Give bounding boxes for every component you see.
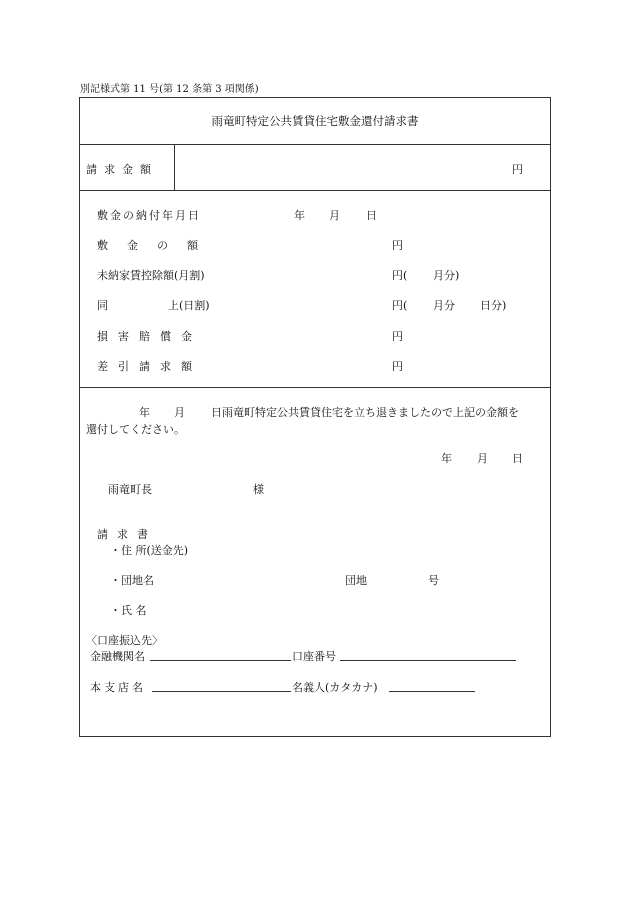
addressee: 雨竜町長 [108,483,152,496]
bank-heading: 〈口座振込先〉 [86,634,163,647]
deposit-amount-label: 敷金の額 [97,239,217,252]
bank-holder-line[interactable] [389,691,475,692]
bank-account-number-label: 口座番号 [292,650,336,663]
deposit-amount-unit: 円 [392,239,403,252]
claim-amount-label: 請求金額 [86,163,158,176]
deposit-date-year: 年 [294,209,305,222]
claimant-heading: 請求書 [97,528,157,541]
claimant-complex-label: ・団地名 [110,574,154,587]
claimant-address-label: ・住 所(送金先) [110,544,189,557]
statement-text-line1: 日雨竜町特定公共賃貸住宅を立ち退きましたので上記の金額を [211,406,519,419]
form-title: 雨竜町特定公共賃貸住宅敷金還付請求書 [211,114,419,128]
unpaid-monthly-unit: 円( [392,269,408,282]
bank-branch-label: 本支店名 [90,681,146,694]
bank-branch-line[interactable] [152,691,291,692]
statement-month: 月 [174,406,185,419]
addressee-honorific: 様 [253,483,264,496]
deposit-date-label: 敷金の納付年月日 [97,209,201,222]
unpaid-monthly-label: 未納家賃控除額(月割) [97,269,205,282]
bank-institution-line[interactable] [150,660,291,661]
application-date-day: 日 [512,452,523,465]
deposit-date-day: 日 [366,209,377,222]
net-claim-label: 差引請求額 [97,360,202,373]
divider-details [79,387,551,388]
application-date-month: 月 [477,452,488,465]
damages-unit: 円 [392,330,403,343]
bank-institution-label: 金融機関名 [90,650,145,663]
deposit-date-month: 月 [329,209,340,222]
unpaid-daily-unit: 円( [392,299,408,312]
divider-title [79,144,551,145]
claimant-name-label: ・氏 名 [110,604,147,617]
claimant-number-suffix: 号 [428,574,439,587]
claim-cell-divider [174,144,175,190]
unpaid-daily-months: 月分 [433,299,455,312]
unpaid-daily-label-right: 上(日割) [168,299,210,312]
unpaid-daily-label-left: 同 [97,299,108,312]
claim-amount-unit: 円 [512,163,523,176]
net-claim-unit: 円 [392,360,403,373]
form-number-note: 別記様式第 11 号(第 12 条第 3 項関係) [80,84,259,95]
statement-year: 年 [139,406,150,419]
application-date-year: 年 [441,452,452,465]
unpaid-monthly-months: 月分) [433,269,460,282]
claimant-complex-suffix: 団地 [345,574,367,587]
bank-holder-label: 名義人(カタカナ) [292,681,378,694]
unpaid-daily-days: 日分) [480,299,507,312]
damages-label: 損害賠償金 [97,330,202,343]
divider-claim [79,190,551,191]
statement-text-line2: 還付してください。 [86,423,185,436]
bank-account-number-line[interactable] [340,660,516,661]
